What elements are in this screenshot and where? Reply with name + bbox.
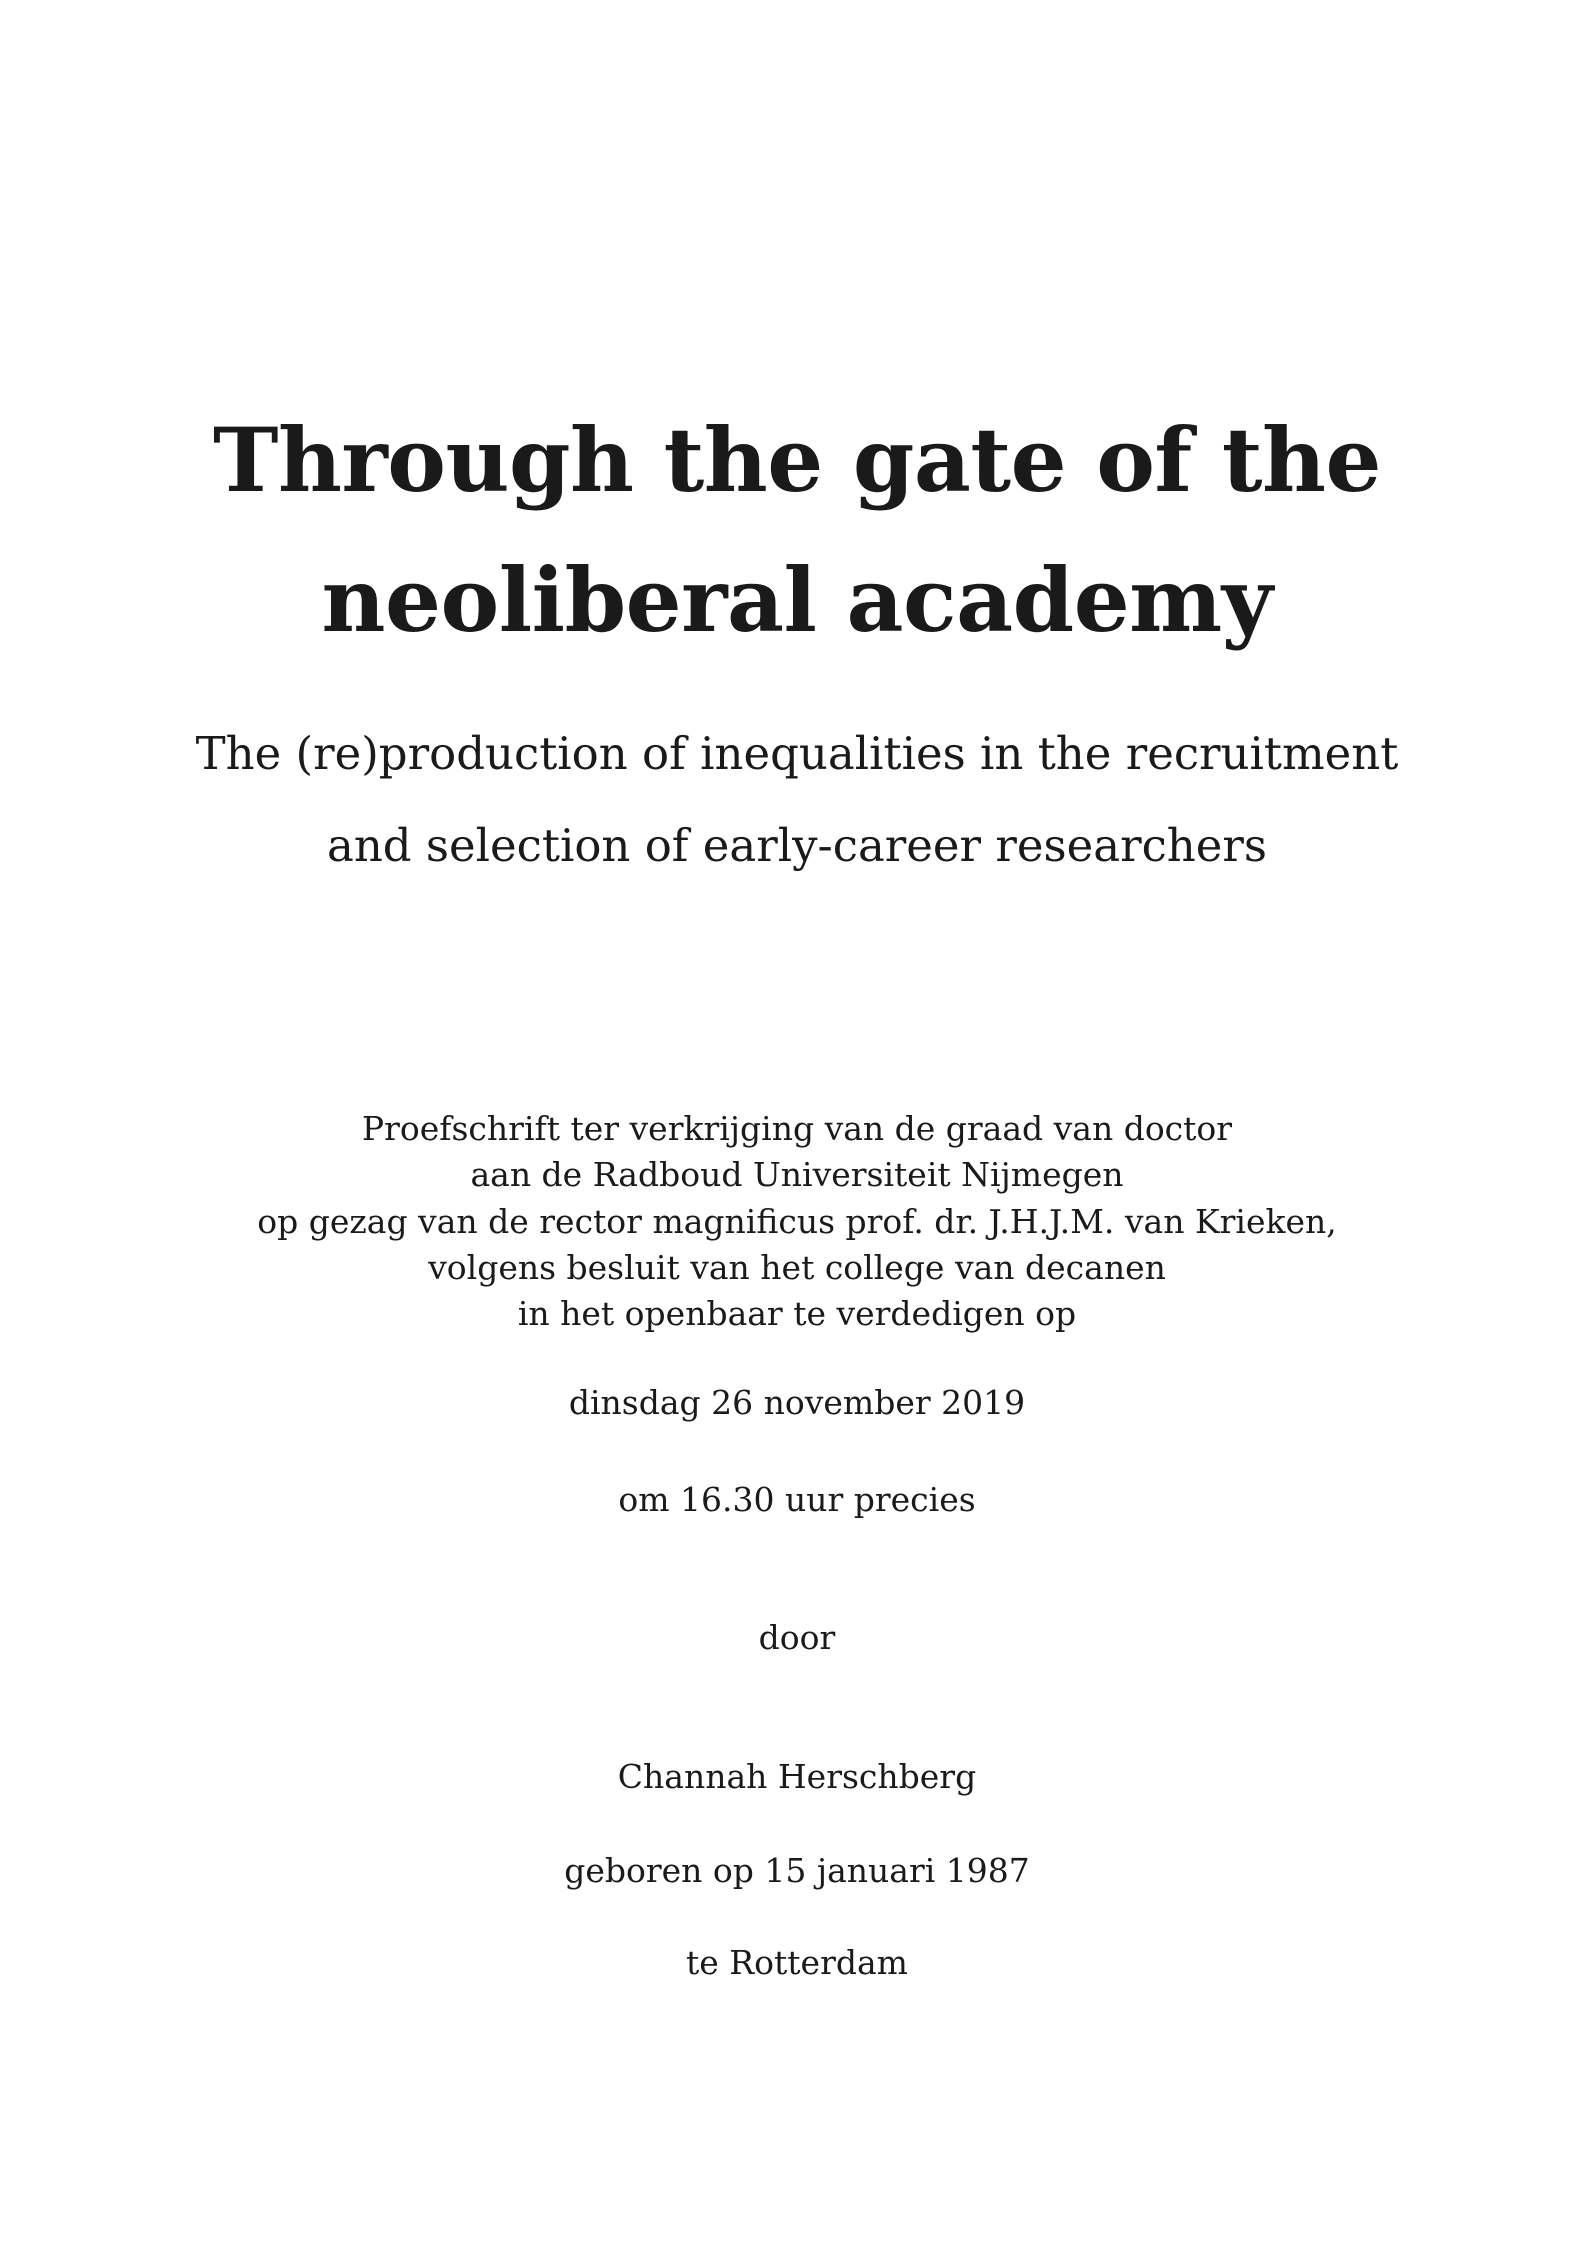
thesis-subtitle-line-2: and selection of early-career researchers: [326, 819, 1267, 872]
birthplace: te Rotterdam: [686, 1943, 908, 1982]
author-name: Channah Herschberg: [617, 1757, 977, 1796]
thesis-title-line-2: neoliberal academy: [321, 548, 1273, 652]
proefschrift-line-3: op gezag van de rector magnificus prof. dr. J.H.J.M. van Krieken,: [257, 1202, 1337, 1241]
proefschrift-line-5: in het openbaar te verdedigen op: [517, 1294, 1077, 1333]
birth-date: geboren op 15 januari 1987: [564, 1851, 1030, 1890]
proefschrift-line-1: Proefschrift ter verkrijging van de graad van doctor: [361, 1109, 1233, 1148]
thesis-title-line-1: Through the gate of the: [212, 408, 1382, 512]
defense-time: om 16.30 uur precies: [618, 1480, 976, 1519]
proefschrift-line-2: aan de Radboud Universiteit Nijmegen: [470, 1155, 1124, 1194]
by-label: door: [758, 1618, 836, 1657]
proefschrift-line-4: volgens besluit van het college van decanen: [428, 1248, 1166, 1287]
defense-date: dinsdag 26 november 2019: [568, 1383, 1026, 1422]
thesis-subtitle-line-1: The (re)production of inequalities in the recruitment: [195, 727, 1399, 780]
